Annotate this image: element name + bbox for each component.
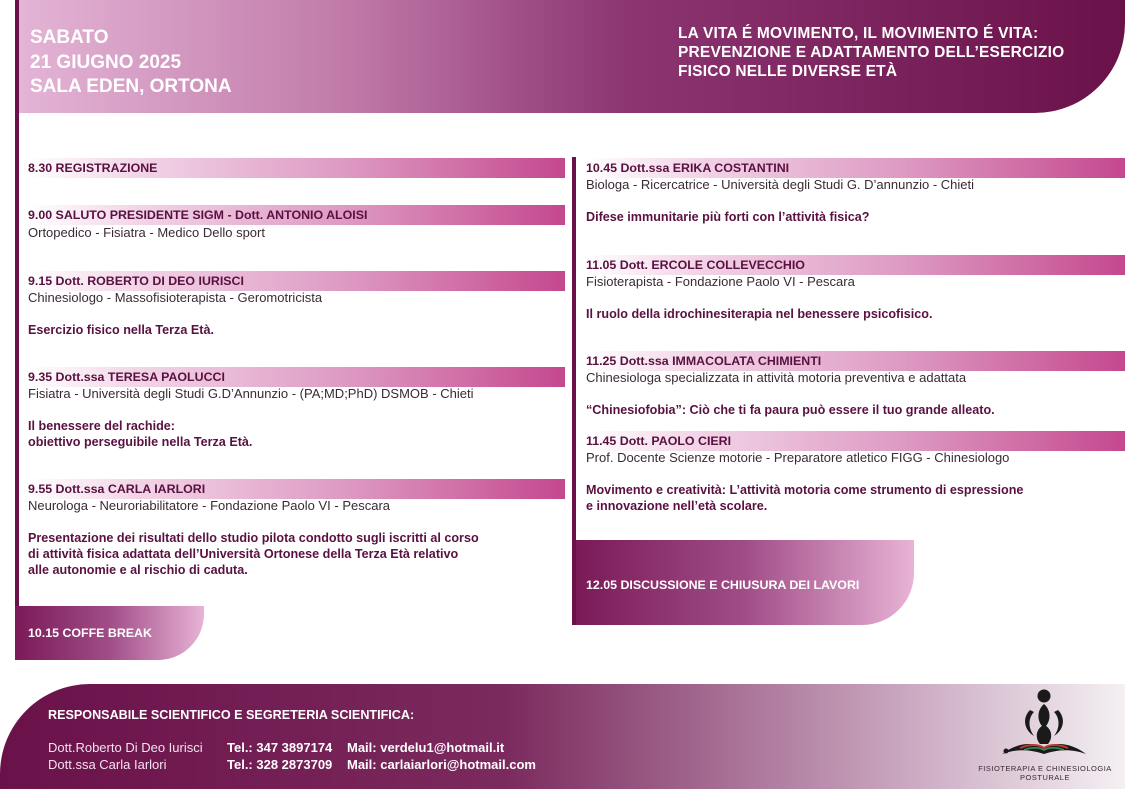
talk-title: Il ruolo della idrochinesiterapia nel benessere psicofisico.	[586, 307, 933, 321]
contact-phone: Tel.: 328 2873709	[227, 757, 333, 772]
talk-title-line: alle autonomie e al rischio di caduta.	[28, 563, 248, 577]
talk-title: Esercizio fisico nella Terza Età.	[28, 323, 214, 337]
agenda-slot-9-55: 9.55 Dott.ssa CARLA IARLORI	[28, 479, 565, 499]
speaker-role: Chinesiologa specializzata in attività motoria preventiva e adattata	[586, 370, 967, 385]
talk-title	[28, 418, 252, 450]
talk-title-line: Movimento e creatività: L’attività motoria come strumento di espressione	[586, 483, 1024, 497]
closing-box	[576, 540, 914, 625]
contact-name: Dott.ssa Carla Iarlori	[48, 757, 167, 772]
posture-logo-icon	[990, 688, 1100, 760]
talk-title-line: obiettivo perseguibile nella Terza Età.	[28, 435, 253, 449]
agenda-slot-9-35: 9.35 Dott.ssa TERESA PAOLUCCI	[28, 367, 565, 387]
event-title-line: LA VITA É MOVIMENTO, IL MOVIMENTO É VITA:	[678, 25, 1039, 42]
event-date: 21 GIUGNO 2025	[30, 51, 182, 73]
talk-title-line: di attività fisica adattata dell’Università Ortonese della Terza Età relativo	[28, 547, 459, 561]
talk-title-line: Il benessere del rachide:	[28, 419, 175, 433]
closing-label: 12.05 DISCUSSIONE E CHIUSURA DEI LAVORI	[586, 578, 860, 592]
coffee-break-label: 10.15 COFFE BREAK	[28, 626, 152, 640]
talk-title	[586, 482, 1023, 514]
talk-title: “Chinesiofobia”: Ciò che ti fa paura può essere il tuo grande alleato.	[586, 403, 995, 417]
talk-title: Difese immunitarie più forti con l’attività fisica?	[586, 210, 870, 224]
event-title-line: FISICO NELLE DIVERSE ETÀ	[678, 63, 898, 80]
contact-email: Mail: verdelu1@hotmail.it	[347, 740, 505, 755]
speaker-role: Fisioterapista - Fondazione Paolo VI - Pescara	[586, 274, 855, 289]
logo-caption-line: POSTURALE	[1020, 773, 1070, 782]
footer-banner	[0, 684, 1125, 789]
agenda-slot-11-45: 11.45 Dott. PAOLO CIERI	[586, 431, 1125, 451]
event-day: SABATO	[30, 27, 109, 48]
speaker-role: Chinesiologo - Massofisioterapista - Geromotricista	[28, 290, 323, 305]
speaker-role: Biologa - Ricercatrice - Università degli Studi G. D’annunzio - Chieti	[586, 177, 974, 192]
talk-title-line: e innovazione nell’età scolare.	[586, 499, 768, 513]
event-location: SALA EDEN, ORTONA	[30, 76, 232, 97]
speaker-role: Fisiatra - Università degli Studi G.D’Annunzio - (PA;MD;PhD) DSMOB - Chieti	[28, 386, 474, 401]
event-title	[678, 24, 1064, 81]
logo-caption	[972, 764, 1118, 782]
contact-phone: Tel.: 347 3897174	[227, 740, 333, 755]
agenda-slot-9-00: 9.00 SALUTO PRESIDENTE SIGM - Dott. ANTONIO ALOISI	[28, 205, 565, 225]
contact-email: Mail: carlaiarlori@hotmail.com	[347, 757, 536, 772]
logo-caption-line: FISIOTERAPIA E CHINESIOLOGIA	[978, 764, 1112, 773]
agenda-slot-10-45: 10.45 Dott.ssa ERIKA COSTANTINI	[586, 158, 1125, 178]
coffee-break-box	[15, 606, 204, 660]
agenda-slot-9-15: 9.15 Dott. ROBERTO DI DEO IURISCI	[28, 271, 565, 291]
footer-heading: RESPONSABILE SCIENTIFICO E SEGRETERIA SCIENTIFICA:	[48, 708, 415, 722]
left-column-rule	[15, 0, 19, 660]
event-title-line: PREVENZIONE E ADATTAMENTO DELL’ESERCIZIO	[678, 44, 1065, 61]
speaker-role: Neurologa - Neuroriabilitatore - Fondazione Paolo VI - Pescara	[28, 498, 391, 513]
talk-title	[28, 530, 479, 578]
agenda-slot-11-05: 11.05 Dott. ERCOLE COLLEVECCHIO	[586, 255, 1125, 275]
agenda-slot-11-25: 11.25 Dott.ssa IMMACOLATA CHIMIENTI	[586, 351, 1125, 371]
contact-name: Dott.Roberto Di Deo Iurisci	[48, 740, 203, 755]
talk-title-line: Presentazione dei risultati dello studio pilota condotto sugli iscritti al corso	[28, 531, 479, 545]
speaker-role: Prof. Docente Scienze motorie - Preparatore atletico FIGG - Chinesiologo	[586, 450, 1010, 465]
event-date-location	[30, 26, 232, 100]
agenda-registration: 8.30 REGISTRAZIONE	[28, 158, 565, 178]
speaker-role: Ortopedico - Fisiatra - Medico Dello sport	[28, 225, 265, 240]
